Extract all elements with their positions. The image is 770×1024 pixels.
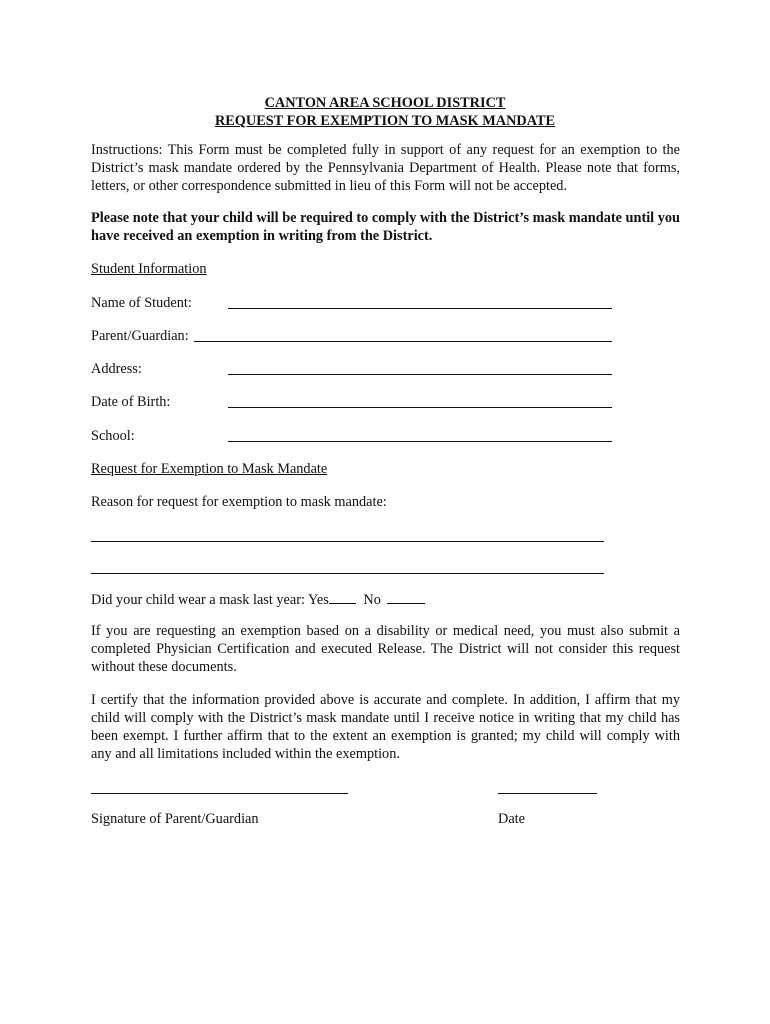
no-label: No bbox=[363, 592, 381, 608]
certification-paragraph: I certify that the information provided above is accurate and complete. In addition, I affirm that my child will comply with the District’s mask mandate until I receive notice in writing that my child has been exempt. I further affirm that to the extent an exemption is granted; my child will comply with any and all limitations included within the exemption. bbox=[91, 692, 680, 762]
no-blank[interactable] bbox=[387, 589, 425, 604]
student-name-field[interactable] bbox=[228, 308, 612, 309]
district-title: CANTON AREA SCHOOL DISTRICT bbox=[264, 95, 506, 111]
notice-paragraph: Please note that your child will be required to comply with the District’s mask mandate until you have received an exemption in writing from the District. bbox=[91, 210, 680, 244]
yes-blank[interactable] bbox=[329, 589, 356, 604]
request-exemption-heading: Request for Exemption to Mask Mandate bbox=[91, 461, 328, 477]
parent-guardian-label: Parent/Guardian: bbox=[91, 328, 189, 344]
student-name-label: Name of Student: bbox=[91, 295, 192, 311]
date-label: Date bbox=[498, 811, 525, 827]
date-of-birth-field[interactable] bbox=[228, 407, 612, 408]
school-label: School: bbox=[91, 428, 135, 444]
parent-guardian-field[interactable] bbox=[194, 341, 612, 342]
student-information-heading: Student Information bbox=[91, 261, 207, 277]
signature-label: Signature of Parent/Guardian bbox=[91, 811, 259, 827]
reason-prompt: Reason for request for exemption to mask mandate: bbox=[91, 494, 387, 510]
date-line[interactable] bbox=[498, 793, 597, 794]
address-field[interactable] bbox=[228, 374, 612, 375]
mask-question-text: Did your child wear a mask last year: Yes bbox=[91, 592, 329, 608]
signature-line[interactable] bbox=[91, 793, 348, 794]
form-title: REQUEST FOR EXEMPTION TO MASK MANDATE bbox=[214, 113, 556, 129]
disability-note-paragraph: If you are requesting an exemption based on a disability or medical need, you must also submit a completed Physician Certification and executed Release. The District will not consider this request without these documents. bbox=[91, 623, 680, 675]
reason-field-line-2[interactable] bbox=[91, 573, 604, 574]
address-label: Address: bbox=[91, 361, 142, 377]
mask-last-year-question bbox=[91, 589, 425, 609]
instructions-paragraph: Instructions: This Form must be completed fully in support of any request for an exemption to the District’s mask mandate ordered by the Pennsylvania Department of Health. Please note that forms, letters, or other correspondence submitted in lieu of this Form will not be accepted. bbox=[91, 142, 680, 194]
date-of-birth-label: Date of Birth: bbox=[91, 394, 171, 410]
reason-field-line-1[interactable] bbox=[91, 541, 604, 542]
school-field[interactable] bbox=[228, 441, 612, 442]
